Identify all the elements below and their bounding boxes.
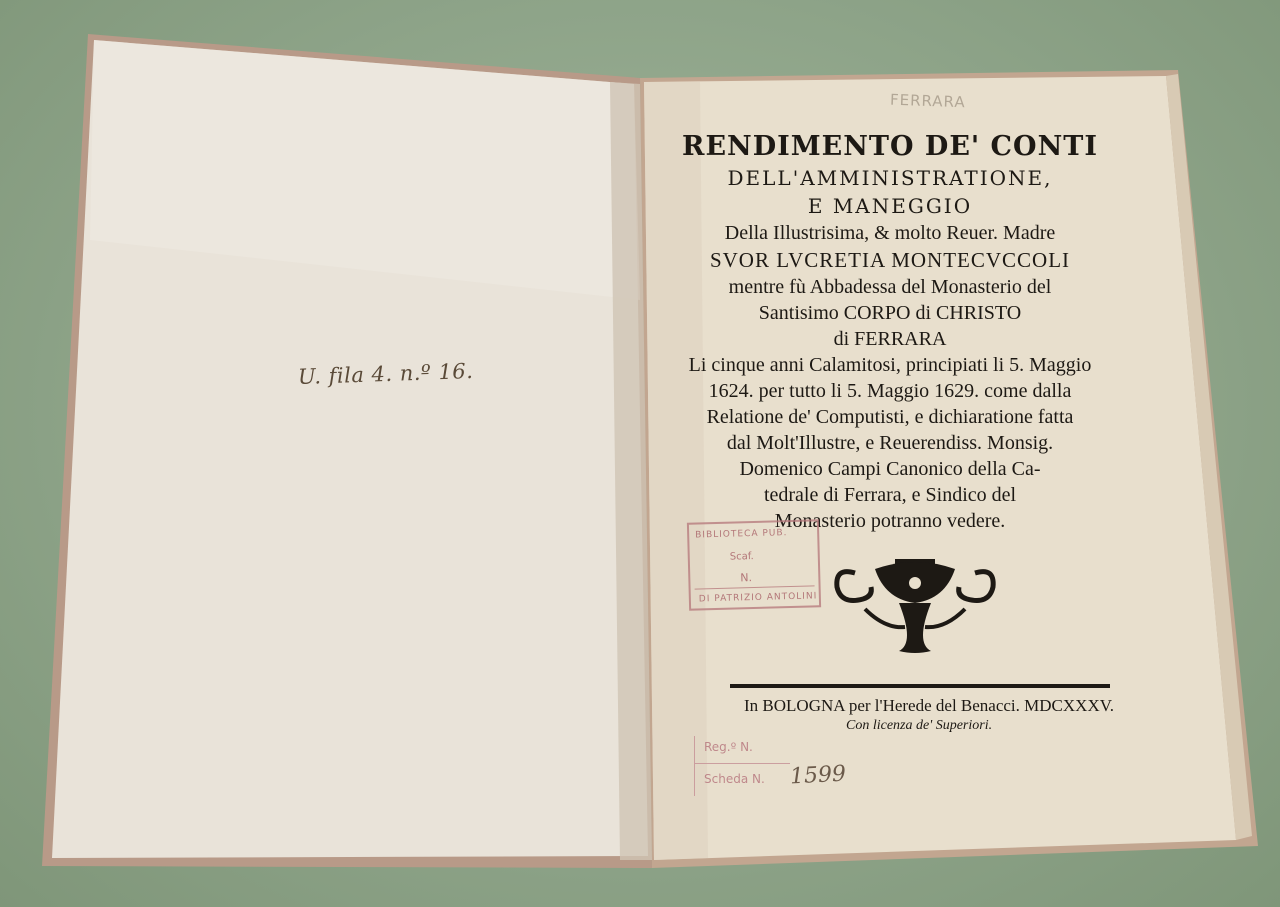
title-line: E MANEGGIO xyxy=(807,194,973,218)
imprint-rule xyxy=(730,684,1110,688)
library-stamp-line: BIBLIOTECA PUB. xyxy=(695,528,788,541)
title-line: 1624. per tutto li 5. Maggio 1629. come dalla xyxy=(708,380,1072,402)
title-line: Domenico Campi Canonico della Ca- xyxy=(739,458,1041,480)
library-stamp-line: DI PATRIZIO ANTOLINI xyxy=(698,591,818,605)
title-line: tedrale di Ferrara, e Sindico del xyxy=(763,484,1017,506)
pencil-annotation: FERRARA xyxy=(889,90,966,112)
title-line: Li cinque anni Calamitosi, principiati li 5. Maggio xyxy=(688,354,1092,376)
handwritten-register-number: 1599 xyxy=(789,761,847,790)
imprint-line: Con licenza de' Superiori. xyxy=(846,718,993,733)
stamp-divider xyxy=(694,736,695,796)
title-line: DELL'AMMINISTRATIONE, xyxy=(727,166,1053,190)
title-line: di FERRARA xyxy=(833,328,947,350)
title-line: Santisimo CORPO di CHRISTO xyxy=(758,302,1022,324)
title-line: SVOR LVCRETIA MONTECVCCOLI xyxy=(709,248,1071,272)
library-stamp-line: N. xyxy=(740,571,753,585)
register-stamp-line: Scheda N. xyxy=(704,772,765,786)
title-line: RENDIMENTO DE' CONTI xyxy=(682,131,1098,162)
title-page-text xyxy=(650,130,1130,534)
handwritten-shelfmark: U. fila 4. n.º 16. xyxy=(297,358,474,390)
library-stamp-line: Scaf. xyxy=(729,551,754,563)
imprint-line: In BOLOGNA per l'Herede del Benacci. MDCXXXV. xyxy=(744,696,1115,715)
register-stamp-line: Reg.º N. xyxy=(704,740,753,754)
stamp-divider xyxy=(695,585,815,589)
title-line: Relatione de' Computisti, e dichiaratione fatta xyxy=(706,406,1074,428)
title-line: Monasterio potranno vedere. xyxy=(774,510,1006,532)
title-line: Della Illustrisima, & molto Reuer. Madre xyxy=(724,222,1056,244)
stamp-divider xyxy=(694,763,790,764)
title-line: mentre fù Abbadessa del Monasterio del xyxy=(728,276,1052,298)
title-line: dal Molt'Illustre, e Reuerendiss. Monsig. xyxy=(726,432,1054,454)
library-stamp xyxy=(687,519,821,610)
